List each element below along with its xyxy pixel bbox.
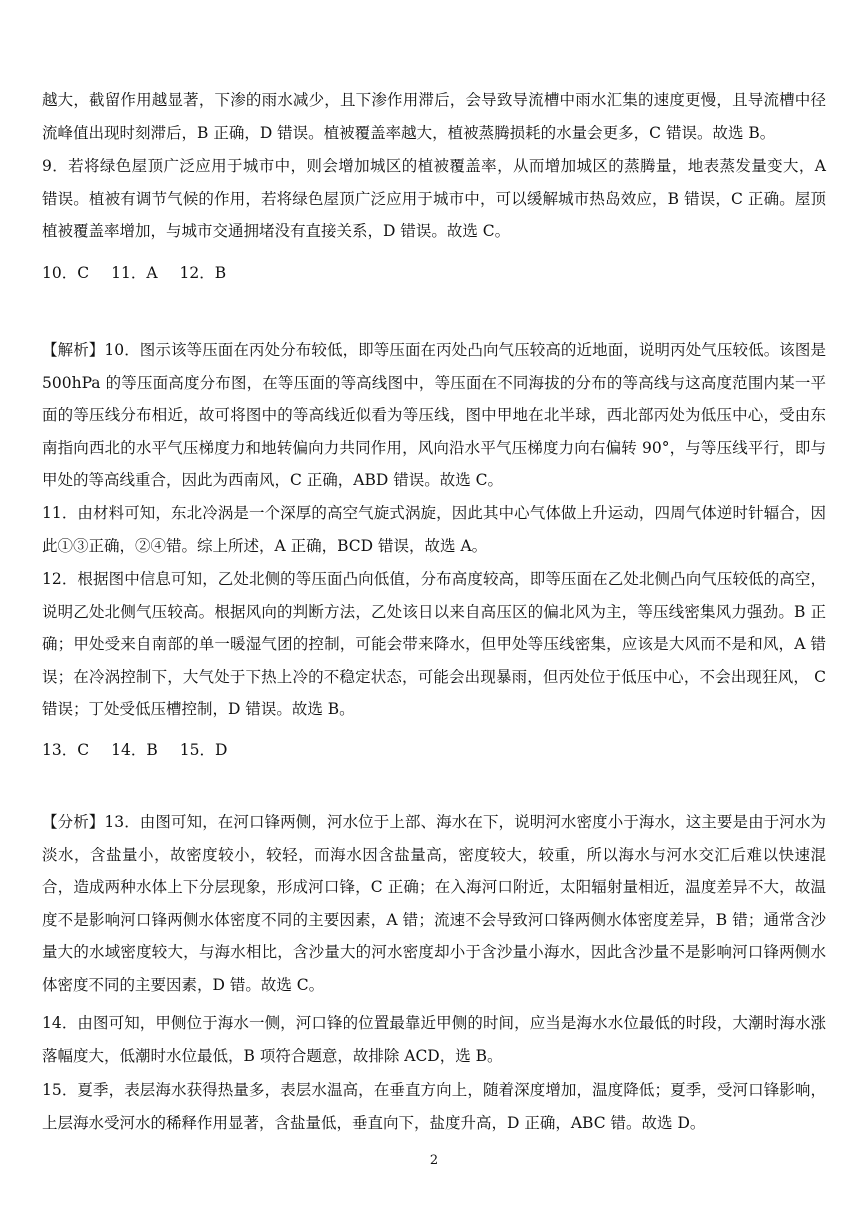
answer-10: 10．C bbox=[42, 264, 90, 282]
answer-12: 12．B bbox=[179, 264, 227, 282]
paragraph-q10-analysis: 【解析】10．图示该等压面在丙处分布较低，即等压面在丙处凸向气压较高的近地面，说明丙处气压较低。该图是 500hPa 的等压面高度分布图，在等压面的等高线图中，等压面在不同海拔的分布的等高线与这高度范围内某一平面的等压线分布相近，故可将图中的等高线近似看为等压线，图中甲地在北半球，西北部丙处为低压中心，受由东南指向西北的水平气压梯度力和地转偏向力共同作用，风向沿水平气压梯度力向右偏转 90°，与等压线平行，即与甲处的等高线重合，因此为西南风，C 正确，ABD 错误。故选 C。 bbox=[42, 341, 826, 490]
paragraph-q12: 12．根据图中信息可知，乙处北侧的等压面凸向低值，分布高度较高，即等压面在乙处北侧凸向气压较低的高空，说明乙处北侧气压较高。根据风向的判断方法，乙处该日以来自高压区的偏北风为主，等压线密集风力强劲。B 正确；甲处受来自南部的单一暖湿气团的控制，可能会带来降水，但甲处等压线密集，应该是大风而不是和风，A 错误；在冷涡控制下，大气处于下热上冷的不稳定状态，可能会出现暴雨，但丙处位于低压中心，不会出现狂风， C 错误；丁处受低压槽控制，D 错误。故选 B。 bbox=[42, 570, 826, 719]
paragraph-q8-continuation: 越大，截留作用越显著，下渗的雨水减少，且下渗作用滞后，会导致导流槽中雨水汇集的速度更慢，且导流槽中径流峰值出现时刻滞后，B 正确，D 错误。植被覆盖率越大，植被蒸腾损耗的水量会更多，C 错误。故选 B。 bbox=[42, 91, 826, 142]
answer-11: 11．A bbox=[111, 264, 158, 282]
page-number: 2 bbox=[429, 1153, 439, 1168]
answer-key-13-15 bbox=[42, 734, 227, 767]
paragraph-q9: 9．若将绿色屋顶广泛应用于城市中，则会增加城区的植被覆盖率，从而增加城区的蒸腾量，地表蒸发量变大，A 错误。植被有调节气候的作用，若将绿色屋顶广泛应用于城市中，可以缓解城市热岛效应，B 错误，C 正确。屋顶植被覆盖率增加，与城市交通拥堵没有直接关系，D 错误。故选 C。 bbox=[42, 157, 826, 241]
answer-key-10-12 bbox=[42, 257, 226, 290]
paragraph-q11: 11．由材料可知，东北冷涡是一个深厚的高空气旋式涡旋，因此其中心气体做上升运动，四周气体逆时针辐合，因此①③正确，②④错。综上所述，A 正确，BCD 错误，故选 A。 bbox=[42, 504, 826, 555]
answer-13: 13．C bbox=[42, 741, 90, 759]
paragraph-q14: 14．由图可知，甲侧位于海水一侧，河口锋的位置最靠近甲侧的时间，应当是海水水位最低的时段，大潮时海水涨落幅度大，低潮时水位最低，B 项符合题意，故排除 ACD，选 B。 bbox=[42, 1014, 826, 1065]
answer-14: 14．B bbox=[111, 741, 158, 759]
paragraph-q15: 15．夏季，表层海水获得热量多，表层水温高，在垂直方向上，随着深度增加，温度降低；夏季，受河口锋影响，上层海水受河水的稀释作用显著，含盐量低，垂直向下，盐度升高，D 正确，ABC 错。故选 D。 bbox=[42, 1081, 826, 1132]
answer-15: 15．D bbox=[179, 741, 228, 759]
paragraph-q13-analysis: 【分析】13．由图可知，在河口锋两侧，河水位于上部、海水在下，说明河水密度小于海水，这主要是由于河水为淡水，含盐量小，故密度较小，较轻，而海水因含盐量高，密度较大，较重，所以海水与河水交汇后难以快速混合，造成两种水体上下分层现象，形成河口锋，C 正确；在入海河口附近，太阳辐射量相近，温度差异不大，故温度不是影响河口锋两侧水体密度不同的主要因素，A 错；流速不会导致河口锋两侧水体密度差异，B 错；通常含沙量大的水域密度较大，与海水相比，含沙量大的河水密度却小于含沙量小海水，因此含沙量不是影响河口锋两侧水体密度不同的主要因素，D 错。故选 C。 bbox=[42, 813, 826, 994]
